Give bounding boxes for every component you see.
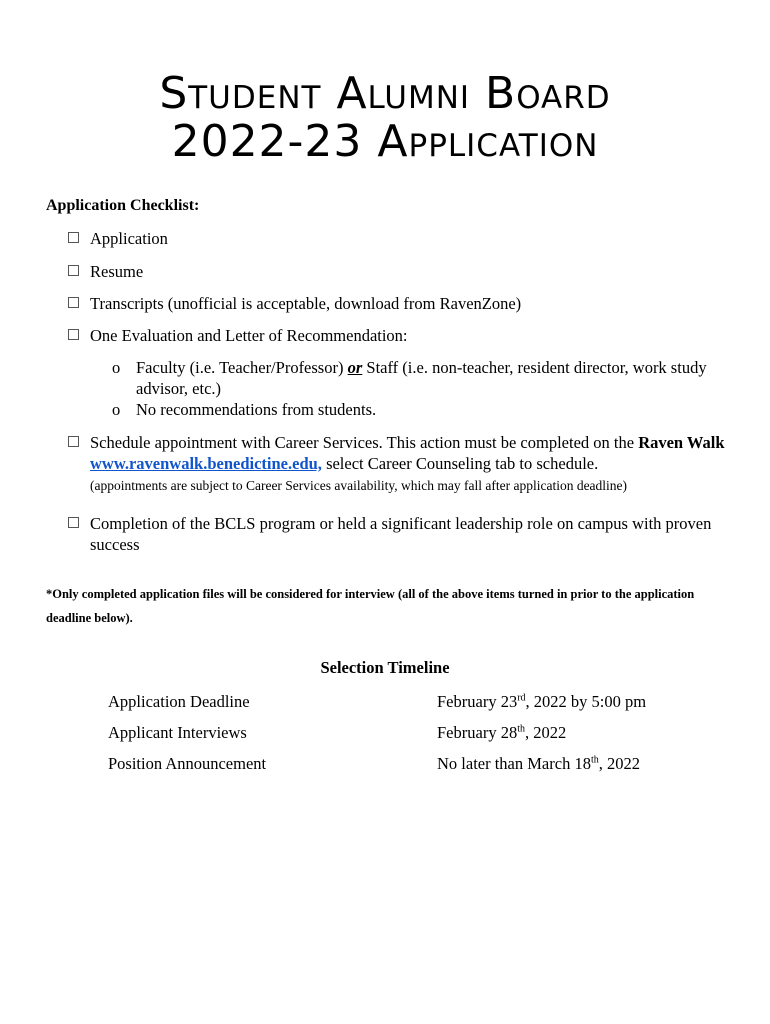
timeline-heading: Selection Timeline xyxy=(320,658,450,677)
staff-text: Staff (i.e. non-teacher, resident director, work study advisor, etc.) xyxy=(136,358,707,398)
checklist-item-label: Transcripts (unofficial is acceptable, download from RavenZone) xyxy=(90,294,522,313)
timeline-date xyxy=(437,754,640,774)
or-emphasis: or xyxy=(347,358,363,377)
timeline-label: Applicant Interviews xyxy=(108,723,247,742)
date-rest: , 2022 xyxy=(598,754,640,773)
date-main: February 23 xyxy=(437,692,518,711)
page-title-line2: 2022-23 Application xyxy=(171,116,599,167)
raven-walk-label: Raven Walk xyxy=(638,433,725,452)
checklist-item-recommendation xyxy=(68,325,738,346)
date-rest: , 2022 xyxy=(524,723,567,742)
checklist-item-label: Resume xyxy=(90,262,144,281)
date-main: No later than March 18 xyxy=(437,754,591,773)
date-suffix: rd xyxy=(517,692,526,704)
faculty-text: Faculty (i.e. Teacher/Professor) xyxy=(136,358,348,377)
checklist-item-label: Completion of the BCLS program or held a significant leadership role on campus with proven success xyxy=(90,514,712,554)
bullet-icon: o xyxy=(112,358,121,377)
sub-item-faculty xyxy=(112,357,712,399)
date-main: February 28 xyxy=(437,723,518,742)
timeline-label: Position Announcement xyxy=(108,754,267,773)
checkbox-icon[interactable] xyxy=(68,517,79,528)
checkbox-icon[interactable] xyxy=(68,265,79,276)
checklist-item-application xyxy=(68,228,738,249)
page-title-line1: Student Alumni Board xyxy=(159,68,611,119)
checklist-item-career-services xyxy=(68,432,738,496)
checklist-item-transcripts xyxy=(68,293,738,314)
timeline-label: Application Deadline xyxy=(108,692,250,711)
checkbox-icon[interactable] xyxy=(68,297,79,308)
sub-item-label: No recommendations from students. xyxy=(136,400,377,419)
career-availability-note: (appointments are subject to Career Services availability, which may fall after application deadline) xyxy=(90,478,628,493)
completion-note: *Only completed application files will be considered for interview (all of the above items turned in prior to the application deadline below). xyxy=(46,587,695,625)
sub-item-no-students xyxy=(112,399,712,420)
timeline-date xyxy=(437,723,566,743)
bullet-icon: o xyxy=(112,400,121,419)
checklist-item-resume xyxy=(68,261,738,282)
checklist-item-label: One Evaluation and Letter of Recommendation: xyxy=(90,326,408,345)
career-text-end: select Career Counseling tab to schedule. xyxy=(321,454,599,473)
checklist-item-label: Application xyxy=(90,229,168,248)
checklist-heading: Application Checklist: xyxy=(46,197,200,214)
date-suffix: th xyxy=(590,754,599,766)
timeline-date xyxy=(437,692,646,712)
checkbox-icon[interactable] xyxy=(68,436,79,447)
checklist-item-bcls xyxy=(68,513,738,555)
date-suffix: th xyxy=(517,723,525,735)
checkbox-icon[interactable] xyxy=(68,232,79,243)
ravenwalk-link[interactable]: www.ravenwalk.benedictine.edu, xyxy=(90,454,322,473)
date-rest: , 2022 by 5:00 pm xyxy=(525,692,647,711)
career-text: Schedule appointment with Career Services. This action must be completed on the xyxy=(90,433,639,452)
checkbox-icon[interactable] xyxy=(68,329,79,340)
